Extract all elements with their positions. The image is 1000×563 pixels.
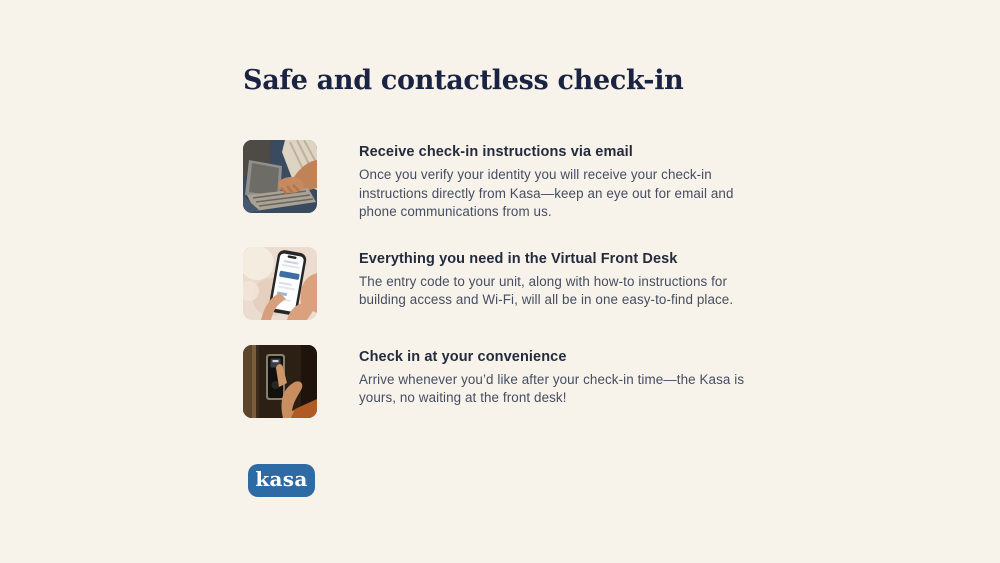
feature-body-convenience: Arrive whenever you’d like after your check-in time—the Kasa is yours, no waiting at the front desk! bbox=[359, 371, 745, 406]
feature-text-virtual-front-desk bbox=[359, 247, 757, 310]
phone-app-image bbox=[243, 247, 317, 320]
laptop-typing-illustration bbox=[243, 140, 317, 213]
feature-text-convenience bbox=[359, 345, 757, 408]
feature-item-convenience bbox=[243, 345, 763, 418]
checkin-info-panel bbox=[243, 64, 763, 497]
feature-text-email bbox=[359, 140, 757, 222]
feature-heading-virtual-front-desk: Everything you need in the Virtual Front Desk bbox=[359, 250, 678, 267]
laptop-typing-image bbox=[243, 140, 317, 213]
door-keypad-image bbox=[243, 345, 317, 418]
feature-item-email bbox=[243, 140, 763, 222]
feature-item-virtual-front-desk bbox=[243, 247, 763, 320]
phone-app-illustration bbox=[243, 247, 317, 320]
feature-body-virtual-front-desk: The entry code to your unit, along with how-to instructions for building access and Wi-Fi, will all be in one easy-to-find place. bbox=[359, 273, 734, 308]
feature-heading-email: Receive check-in instructions via email bbox=[359, 144, 633, 160]
door-keypad-illustration bbox=[243, 345, 317, 418]
feature-list bbox=[243, 140, 763, 418]
feature-body-email: Once you verify your identity you will receive your check-in instructions directly from Kasa—keep an eye out for email and phone communications from us. bbox=[359, 167, 734, 220]
kasa-logo bbox=[248, 464, 315, 497]
kasa-logo-text: kasa bbox=[255, 467, 308, 492]
page-title: Safe and contactless check-in bbox=[243, 65, 684, 96]
feature-heading-convenience: Check in at your convenience bbox=[359, 348, 567, 365]
